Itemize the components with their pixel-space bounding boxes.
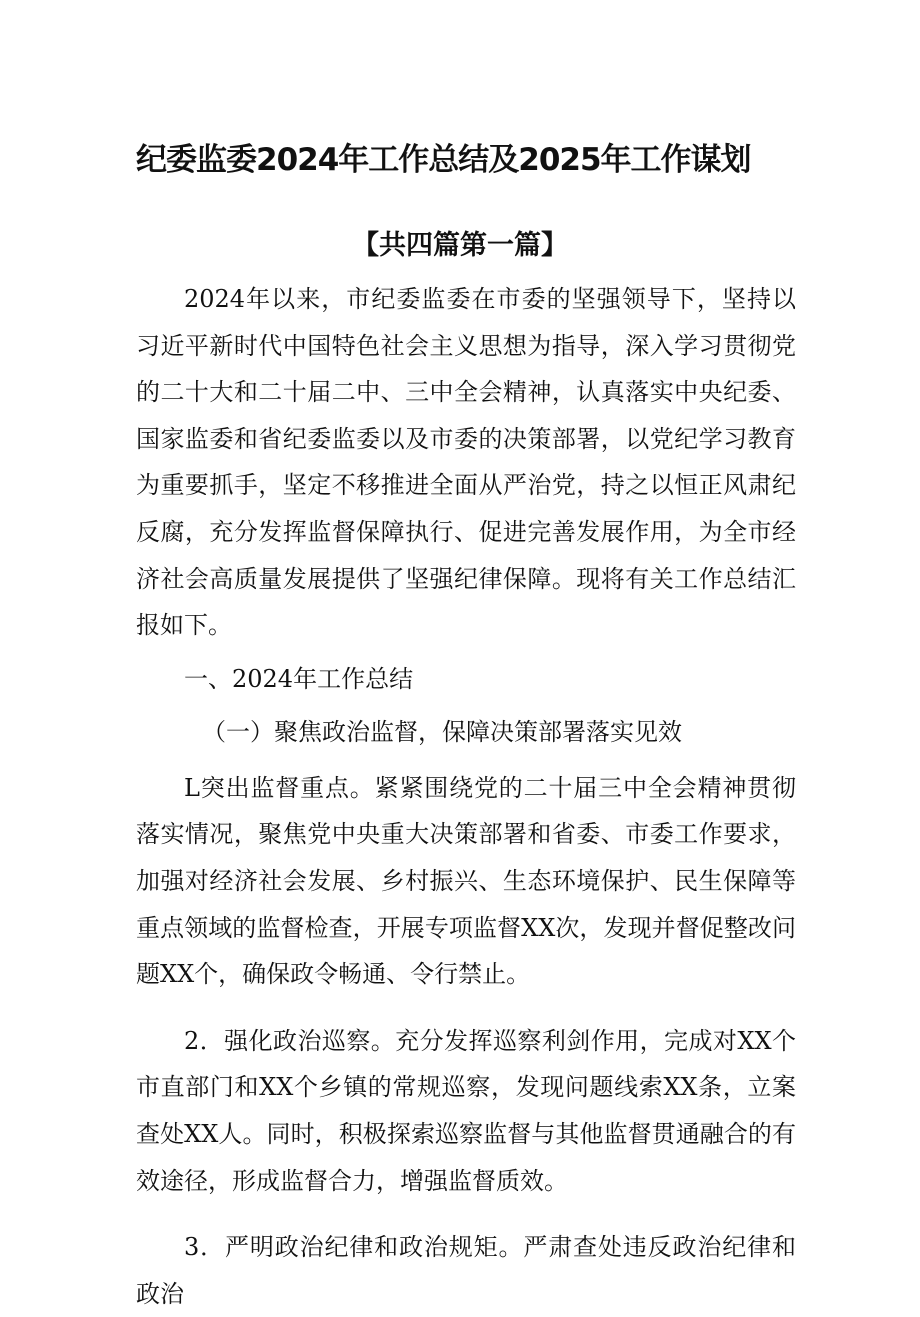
- document-body: [136, 276, 796, 1317]
- item-paragraph-2: 2．强化政治巡察。充分发挥巡察利剑作用，完成对XX个市直部门和XX个乡镇的常规巡察，发现问题线索XX条，立案查处XX人。同时，积极探索巡察监督与其他监督贯通融合的有效途径，形成监督合力，增强监督质效。: [136, 1026, 796, 1195]
- item-paragraph-3: 3．严明政治纪律和政治规矩。严肃查处违反政治纪律和政治: [136, 1233, 796, 1308]
- section-heading: 一、2024年工作总结: [184, 664, 414, 693]
- item-paragraph-1: L突出监督重点。紧紧围绕党的二十届三中全会精神贯彻落实情况，聚焦党中央重大决策部署和省委、市委工作要求，加强对经济社会发展、乡村振兴、生态环境保护、民生保障等重点领域的监督检查，开展专项监督XX次，发现并督促整改问题XX个，确保政令畅通、令行禁止。: [136, 773, 796, 989]
- subsection-heading: （一）聚焦政治监督，保障决策部署落实见效: [202, 717, 682, 746]
- intro-paragraph: 2024年以来，市纪委监委在市委的坚强领导下，坚持以习近平新时代中国特色社会主义思想为指导，深入学习贯彻党的二十大和二十届二中、三中全会精神，认真落实中央纪委、国家监委和省纪委监委以及市委的决策部署，以党纪学习教育为重要抓手，坚定不移推进全面从严治党，持之以恒正风肃纪反腐，充分发挥监督保障执行、促进完善发展作用，为全市经济社会高质量发展提供了坚强纪律保障。现将有关工作总结汇报如下。: [136, 285, 796, 640]
- document-title: 纪委监委2024年工作总结及2025年工作谋划: [136, 142, 751, 178]
- document-subtitle: 【共四篇第一篇】: [352, 230, 568, 261]
